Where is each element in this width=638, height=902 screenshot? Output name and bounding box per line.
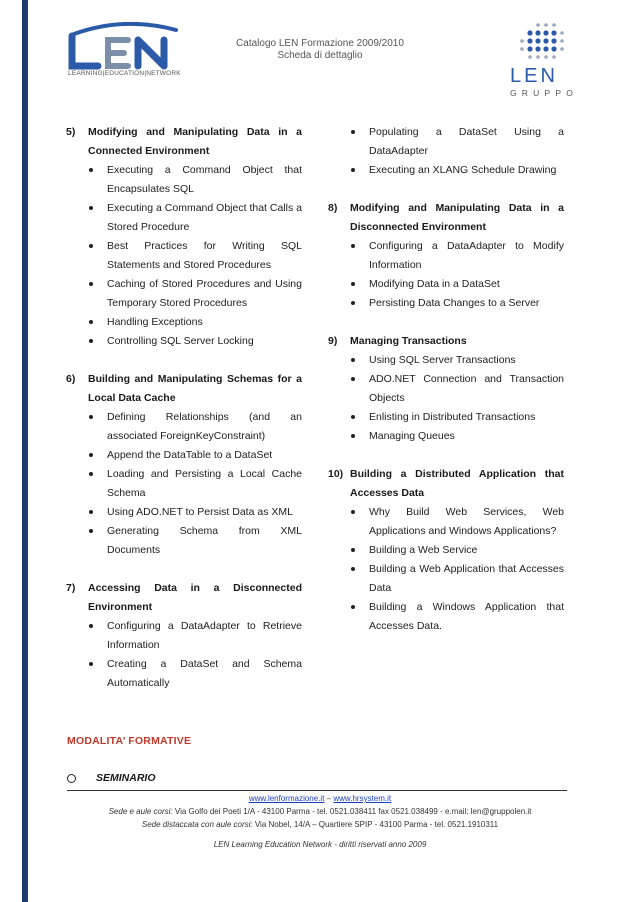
list-item-text: Caching of Stored Procedures and Using Temporary Stored Procedures [107, 278, 302, 309]
topic-list [328, 503, 564, 636]
list-item-text: Persisting Data Changes to a Server [369, 297, 540, 309]
bullet-icon [350, 427, 369, 446]
bullet-icon [350, 294, 369, 313]
list-item [328, 161, 564, 180]
section-heading [328, 199, 564, 237]
logo-dot [535, 38, 540, 43]
list-item [328, 351, 564, 370]
bullet-icon [88, 655, 107, 693]
logo-left-subtitle: LEARNING|EDUCATION|NETWORK [68, 70, 181, 77]
logo-dot [544, 23, 548, 27]
bullet-icon [88, 332, 107, 351]
logo-dot [527, 38, 532, 43]
list-item-text: Generating Schema from XML Documents [107, 525, 302, 556]
section-title: Building and Manipulating Schemas for a Local Data Cache [88, 373, 302, 404]
logo-dot [560, 39, 564, 43]
logo-dot [544, 55, 548, 59]
section-title: Building a Distributed Application that Accesses Data [350, 468, 564, 499]
list-item [66, 522, 302, 560]
section-title: Managing Transactions [350, 335, 467, 347]
logo-len-text: LEN [510, 65, 558, 86]
logo-dot [520, 39, 524, 43]
list-item-text: Executing a Command Object that Calls a Stored Procedure [107, 202, 302, 233]
section-title: Modifying and Manipulating Data in a Connected Environment [88, 126, 302, 157]
logo-dot [560, 47, 564, 51]
topic-list [66, 408, 302, 560]
list-item-text: Executing a Command Object that Encapsulates SQL [107, 164, 302, 195]
list-item-text: Building a Windows Application that Accesses Data. [369, 601, 564, 632]
footer-divider [67, 790, 567, 791]
list-item [328, 294, 564, 313]
bullet-icon [350, 275, 369, 294]
hrsystem-link[interactable]: www.hrsystem.it [333, 794, 392, 803]
left-border-stripe [22, 0, 28, 902]
section-heading [328, 465, 564, 503]
list-item [328, 598, 564, 636]
bullet-icon [88, 237, 107, 275]
bullet-icon [88, 313, 107, 332]
course-section [66, 579, 302, 693]
list-item [328, 408, 564, 427]
len-wordmark-icon [64, 22, 184, 72]
course-section [66, 123, 302, 351]
course-section [328, 465, 564, 636]
list-item [66, 408, 302, 446]
list-item-text: Configuring a DataAdapter to Retrieve Information [107, 620, 302, 651]
footer-link-separator: – [326, 794, 332, 803]
logo-dot [543, 30, 548, 35]
list-item [66, 503, 302, 522]
section-number: 10) [328, 468, 344, 480]
header-scheda-line: Scheda di dettaglio [277, 50, 363, 61]
continued-list [328, 123, 564, 180]
bullet-icon [350, 123, 369, 161]
lenformazione-link[interactable]: www.lenformazione.it [248, 794, 325, 803]
bullet-icon [350, 408, 369, 427]
seminario-label: SEMINARIO [96, 772, 156, 784]
list-item-text: ADO.NET Connection and Transaction Objects [369, 373, 564, 404]
list-item [328, 237, 564, 275]
list-item [328, 427, 564, 446]
course-section [66, 370, 302, 560]
list-item [328, 541, 564, 560]
list-item-text: Executing an XLANG Schedule Drawing [369, 164, 557, 176]
course-section [328, 332, 564, 446]
bullet-icon [88, 161, 107, 199]
list-item-text: Why Build Web Services, Web Applications and Windows Applications? [369, 506, 564, 537]
bullet-icon [88, 522, 107, 560]
list-item-text: Controlling SQL Server Locking [107, 335, 254, 347]
logo-dot [528, 55, 532, 59]
bullet-icon [350, 161, 369, 180]
logo-dot [520, 47, 524, 51]
footer-sede-distaccata [60, 820, 580, 829]
bullet-icon [88, 465, 107, 503]
bullet-icon [350, 370, 369, 408]
list-item [66, 199, 302, 237]
list-item-text: Building a Web Application that Accesses Data [369, 563, 564, 594]
list-item-text: Using ADO.NET to Persist Data as XML [107, 506, 293, 518]
right-sections [328, 199, 564, 636]
list-item [328, 123, 564, 161]
section-title: Accessing Data in a Disconnected Environment [88, 582, 302, 613]
right-column [328, 123, 564, 636]
list-item-text: Populating a DataSet Using a DataAdapter [369, 126, 564, 157]
list-item-text: Using SQL Server Transactions [369, 354, 516, 366]
list-item [66, 237, 302, 275]
bullet-icon [350, 560, 369, 598]
list-item-text: Best Practices for Writing SQL Statements and Stored Procedures [107, 240, 302, 271]
logo-dot [535, 30, 540, 35]
logo-dot [551, 30, 556, 35]
section-number: 6) [66, 373, 76, 385]
list-item [66, 617, 302, 655]
sede-distaccata-text: Via Nobel, 14/A – Quartiere SPIP - 43100 Parma - tel. 0521.1910311 [254, 820, 499, 829]
bullet-icon [350, 541, 369, 560]
dot-grid-icon [506, 20, 582, 86]
list-item-text: Configuring a DataAdapter to Modify Information [369, 240, 564, 271]
topic-list [66, 161, 302, 351]
list-item [66, 332, 302, 351]
footer-rights: LEN Learning Education Network - diritti riservati anno 2009 [213, 840, 427, 849]
logo-dot [527, 46, 532, 51]
seminario-option [67, 772, 156, 784]
left-column [66, 123, 302, 693]
footer-links [60, 794, 580, 803]
logo-dot [552, 23, 556, 27]
logo-dot [536, 23, 540, 27]
section-heading [66, 370, 302, 408]
logo-dot [560, 31, 564, 35]
list-item [66, 275, 302, 313]
list-item [66, 313, 302, 332]
section-heading [328, 332, 564, 351]
logo-dot [543, 38, 548, 43]
list-item-text: Managing Queues [369, 430, 455, 442]
section-title: Modifying and Manipulating Data in a Disconnected Environment [350, 202, 564, 233]
footer-sede [60, 807, 580, 816]
section-number: 7) [66, 582, 76, 594]
bullet-icon [88, 617, 107, 655]
list-item [66, 446, 302, 465]
list-item-text: Enlisting in Distributed Transactions [369, 411, 536, 423]
gruppo-label: GRUPPO [510, 88, 579, 98]
list-item [328, 560, 564, 598]
list-item [66, 465, 302, 503]
logo-dot [543, 46, 548, 51]
list-item-text: Creating a DataSet and Schema Automatically [107, 658, 302, 689]
section-number: 5) [66, 126, 76, 138]
sede-distaccata-label: Sede distaccata con aule corsi: [141, 820, 253, 829]
logo-dot [536, 55, 540, 59]
list-item-text: Loading and Persisting a Local Cache Schema [107, 468, 302, 499]
page-left-margin [0, 0, 24, 902]
section-heading [66, 579, 302, 617]
list-item-text: Modifying Data in a DataSet [369, 278, 500, 290]
section-heading [66, 123, 302, 161]
bullet-icon [88, 446, 107, 465]
modalita-heading: MODALITA’ FORMATIVE [67, 735, 192, 747]
list-item [66, 655, 302, 693]
sede-text: Via Golfo dei Poeti 1/A - 43100 Parma - tel. 0521.038411 fax 0521.038499 - e.mail: len@gruppolen.it [174, 807, 532, 816]
logo-dot [552, 55, 556, 59]
list-item [328, 370, 564, 408]
list-item-text: Building a Web Service [369, 544, 478, 556]
logo-dot [527, 30, 532, 35]
logo-dot [551, 38, 556, 43]
list-item [328, 275, 564, 294]
bullet-icon [88, 275, 107, 313]
len-gruppo-logo [506, 20, 582, 100]
topic-list [66, 617, 302, 693]
section-number: 9) [328, 335, 338, 347]
topic-list [328, 351, 564, 446]
header-catalog-line: Catalogo LEN Formazione 2009/2010 [236, 38, 404, 49]
bullet-icon [350, 598, 369, 636]
bullet-icon [350, 237, 369, 275]
circle-bullet-icon [67, 774, 76, 783]
logo-dot [535, 46, 540, 51]
course-section [328, 199, 564, 313]
page-header [220, 38, 420, 62]
bullet-icon [88, 408, 107, 446]
bullet-icon [350, 503, 369, 541]
len-logo-left [64, 22, 184, 84]
bullet-icon [88, 199, 107, 237]
list-item [66, 161, 302, 199]
topic-list [328, 237, 564, 313]
section-number: 8) [328, 202, 338, 214]
bullet-icon [350, 351, 369, 370]
list-item-text: Handling Exceptions [107, 316, 203, 328]
sede-label: Sede e aule corsi: [108, 807, 173, 816]
list-item-text: Defining Relationships (and an associated ForeignKeyConstraint) [107, 411, 302, 442]
list-item-text: Append the DataTable to a DataSet [107, 449, 273, 461]
bullet-icon [88, 503, 107, 522]
list-item [328, 503, 564, 541]
logo-dot [551, 46, 556, 51]
